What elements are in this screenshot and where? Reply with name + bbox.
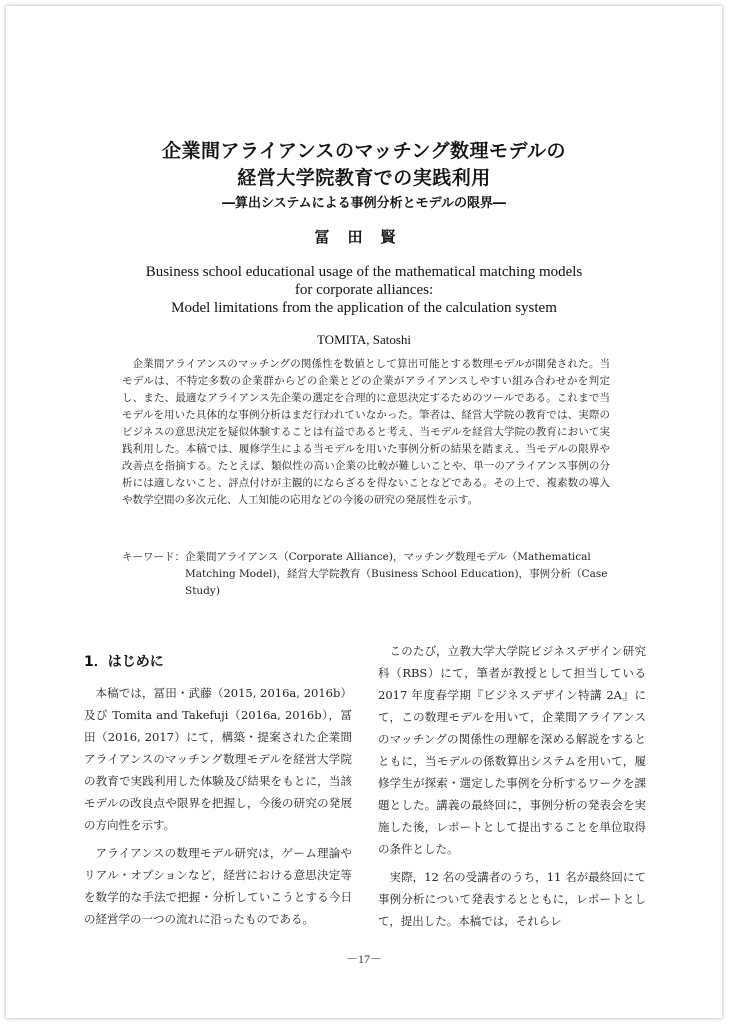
title-ja-line2: 経営大学院教育での実践利用 [237,167,491,189]
subtitle-ja: ―算出システムによる事例分析とモデルの限界― [221,196,507,211]
paper-page [6,6,722,1018]
keywords-text: 企業間アライアンス（Corporate Alliance)，マッチング数理モデル（Mathematical Matching Model)，経営大学院教育（Business School Education)，事例分析（Case Study) [185,551,608,597]
author-en: TOMITA, Satoshi [316,332,412,347]
title-ja-line1: 企業間アライアンスのマッチング数理モデルの [162,140,566,162]
body-paragraph: アライアンスの数理モデル研究は，ゲーム理論やリアル・オプションなど，経営における意思決定等を数学的な手法で把握・分析していこうとする今日の経営学の一つの流れに沿ったものである。 [84,846,352,926]
section-heading: 1．はじめに [84,654,164,670]
title-en-line1: Business school educational usage of the mathematical matching models [145,264,583,280]
title-en-line3: Model limitations from the application of the calculation system [171,300,557,316]
body-paragraph: 本稿では，冨田・武藤（2015, 2016a, 2016b）及び Tomita and Takefuji（2016a, 2016b），冨田（2016, 2017）にて，構築・提案された企業間アライアンスのマッチング数理モデルを経営大学院の教育で実践利用した体験及び結果をもとに，当該モデルの改良点や限界を把握し，今後の研究の発展の方向性を示す。 [84,686,352,832]
abstract: 企業間アライアンスのマッチングの関係性を数値として算出可能とする数理モデルが開発された。当モデルは、不特定多数の企業群からどの企業とどの企業がアライアンスしやすい組み合わせかを判定し、また、最適なアライアンス先企業の選定を合理的に意思決定するためのツールである。これまで当モデルを用いた具体的な事例分析はまだ行われていなかった。筆者は、経営大学院の教育では、実際のビジネスの意思決定を疑似体験することは有益であると考え、当モデルを経営大学院の教育において実践利用した。本稿では、履修学生による当モデルを用いた事例分析の結果を踏まえ、当モデルの限界や改善点を指摘する。たとえば、類似性の高い企業の比較が難しいことや、単一のアライアンス事例の分析には適しないこと、評点付けが主観的にならざるを得ないことなどである。その上で、複素数の導入や数学空間の多次元化、人工知能の応用などの今後の研究の発展性を示す。 [122,358,610,506]
right-column [378,640,646,932]
page-number: －17－ [345,952,382,966]
body-paragraph: 実際，12 名の受講者のうち，11 名が最終回にて事例分析について発表するとともに，レポートとして，提出した。本稿では，それらレ [378,870,646,928]
title-en-line2: for corporate alliances: [294,282,434,298]
left-column [84,640,352,930]
author-ja: 冨田賢 [314,228,414,246]
keywords-label: キーワード： [122,551,185,563]
body-paragraph: このたび，立教大学大学院ビジネスデザイン研究科（RBS）にて，筆者が教授として担当している 2017 年度春学期『ビジネスデザイン特講 2A』にて，この数理モデルを用いて，企業間アライアンスのマッチングの関係性の理解を深める解説をするとともに，当モデルの係数算出システムを用いて，履修学生が探索・選定した事例を分析するワークを課題とした。講義の最終回に，事例分析の発表会を実施した後，レポートとして提出することを単位取得の条件とした。 [378,644,646,856]
keywords [122,549,610,600]
